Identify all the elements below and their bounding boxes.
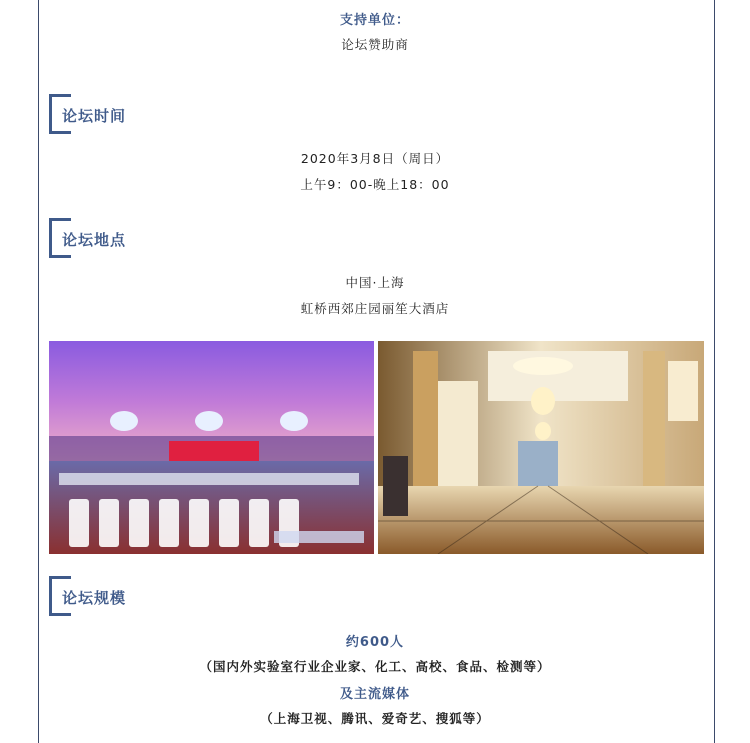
ballroom-photo [49, 341, 374, 554]
lobby-photo [378, 341, 704, 554]
location-venue: 虹桥西郊庄园丽笙大酒店 [300, 301, 450, 316]
support-value: 论坛赞助商 [341, 37, 409, 52]
section-header-time [49, 94, 169, 136]
forum-hours: 上午9：00-晚上18：00 [300, 177, 450, 192]
location-city: 中国·上海 [345, 275, 405, 290]
section-title-time: 论坛时间 [62, 103, 128, 128]
section-title-scale: 论坛规模 [62, 585, 128, 610]
support-label: 支持单位： [339, 13, 410, 28]
section-title-location: 论坛地点 [62, 227, 128, 252]
scale-attendees: （国内外实验室行业企业家、化工、高校、食品、检测等） [199, 659, 551, 674]
scale-media-label: 及主流媒体 [339, 687, 410, 702]
forum-date: 2020年3月8日（周日） [300, 151, 450, 166]
scale-count: 约600人 [345, 635, 405, 650]
scale-media: （上海卫视、腾讯、爱奇艺、搜狐等） [260, 711, 490, 726]
section-header-scale [49, 576, 169, 618]
section-header-location [49, 218, 169, 260]
